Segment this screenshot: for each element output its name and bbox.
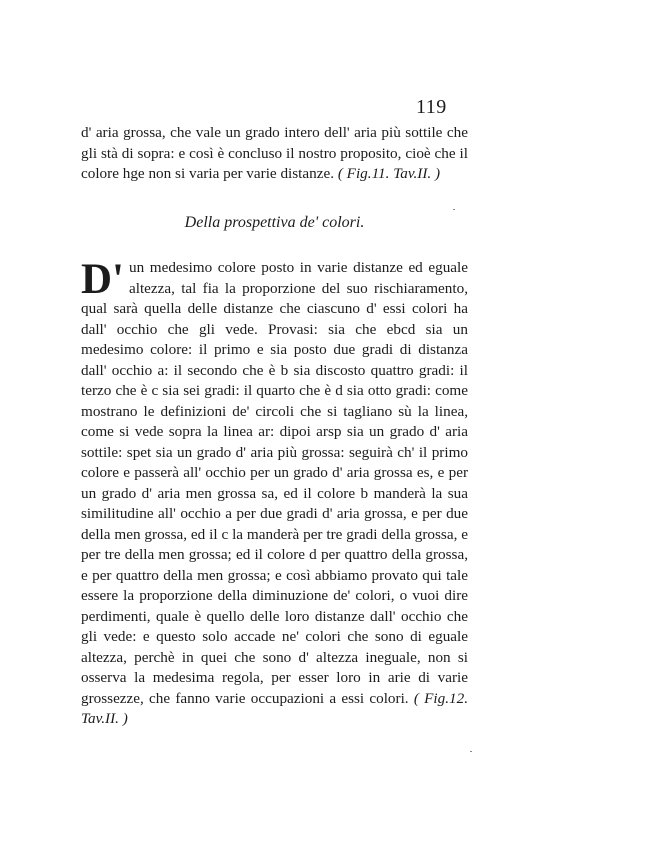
drop-cap: D' xyxy=(81,256,124,303)
page-number: 119 xyxy=(416,96,447,118)
paper-speck xyxy=(470,751,472,752)
top-paragraph xyxy=(81,123,468,185)
body-paragraph xyxy=(81,258,468,730)
figure-reference: ( Fig.11. Tav.II. ) xyxy=(337,165,441,182)
section-heading: Della prospettiva de' colori. xyxy=(184,214,365,231)
paper-speck xyxy=(453,209,455,210)
body-paragraph-text: un medesimo colore posto in varie distanze ed eguale altezza, tal fia la proporzione del suo rischiaramento, qual sarà quella delle distanze che ciascuno d' essi colori ha dall' occhio che gli vede. Provasi: sia che ebcd sia un medesimo colore: il primo e sia posto due gradi di distanza dall' occhio a: il secondo che è b sia discosto quattro gradi: il terzo che è c sia sei gradi: il quarto che è d sia otto gradi: come mostrano le definizioni de' circoli che si tagliano sù la linea, come si vede sopra la linea ar: dipoi arsp sia un grado d' aria sottile: spet sia un grado d' aria più grossa: seguirà ch' il primo colore e passerà all' occhio per un grado d' aria grossa es, e per un grado d' aria men grossa sa, ed il colore b manderà la sua similitudine all' occhio a per due gradi d' aria grossa, e per due della men grossa, ed il c la manderà per tre gradi della grossa, e per tre della men grossa; ed il colore d per quattro della grossa, e per quattro della men grossa; e così abbiamo provato qui tale essere la proporzione della diminuzione de' colori, o vuoi dire perdimenti, quale è quello delle loro distanze dall' occhio che gli vede: e questo solo accade ne' colori che sono di eguale altezza, perchè in quei che sono d' altezza ineguale, non si osserva la medesima regola, per esser loro in arie di varie grossezze, che fanno varie occupazioni a essi colori. xyxy=(81,259,468,707)
figure-reference: ( Fig.12. Tav.II. ) xyxy=(81,689,468,727)
top-paragraph-text: d' aria grossa, che vale un grado intero dell' aria più sottile che gli stà di sopra: e così è concluso il nostro proposito, cioè che il colore hge non si varia per varie distanze. xyxy=(81,124,468,182)
